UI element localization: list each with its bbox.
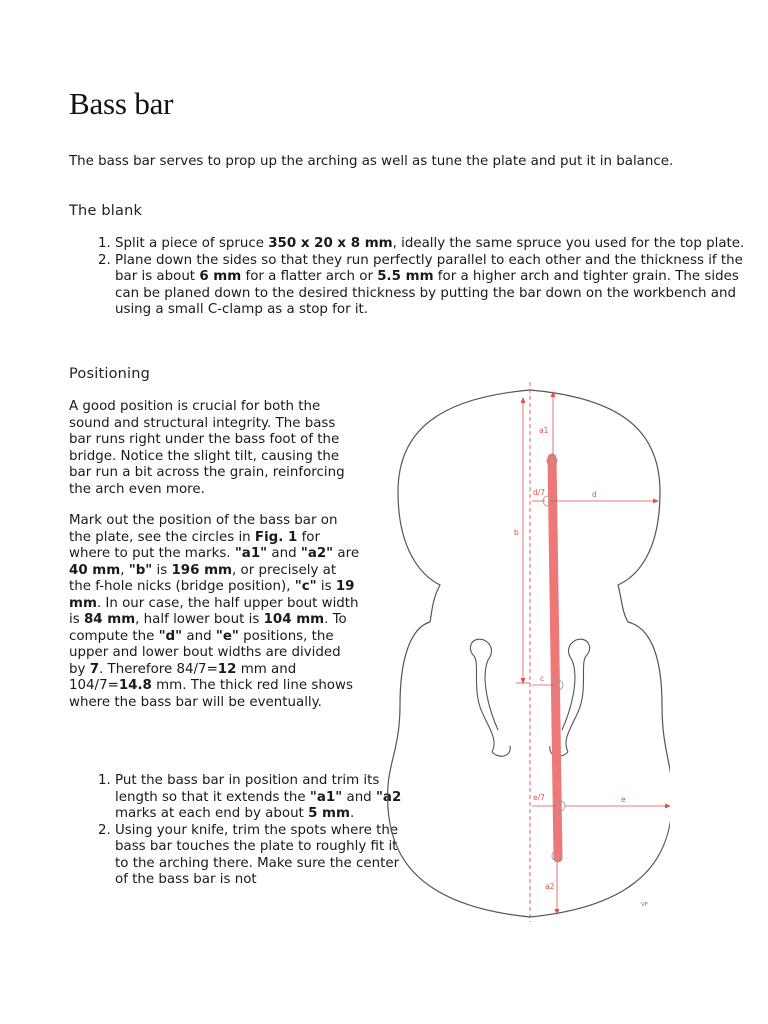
label-e7: e/7 (533, 793, 545, 802)
heading-positioning: Positioning (69, 366, 151, 382)
label-d7: d/7 (533, 488, 546, 497)
arrow-e-right (665, 804, 670, 809)
label-b: b (514, 528, 519, 537)
heading-the-blank: The blank (69, 203, 143, 219)
blank-step-2: 2. Plane down the sides so that they run perfectly parallel to each other and the thickness if the bar is about 6 mm for a flatter arch or 5.5 mm for a higher arch and tighter grain. The sides can be planed down to the desired thickness by putting the bar down on the workbench and using a small C-clamp as a stop for it. (115, 253, 765, 319)
bass-bar (552, 458, 558, 858)
label-signature: VF (641, 902, 648, 908)
label-e: e (621, 795, 626, 804)
f-hole-right-inner (562, 660, 575, 730)
positioning-steps-list (69, 773, 411, 889)
blank-step-1: 1. Split a piece of spruce 350 x 20 x 8 mm, ideally the same spruce you used for the top plate. (115, 236, 765, 253)
intro-paragraph: The bass bar serves to prop up the arching as well as tune the plate and put it in balance. (69, 154, 674, 169)
positioning-paragraph-1: A good position is crucial for both the sound and structural integrity. The bass bar runs right under the bass foot of the bridge. Notice the slight tilt, causing the bar run a bit across the grain, reinforcing the arch even more. (69, 399, 345, 497)
violin-outline (388, 390, 670, 917)
f-hole-left (470, 639, 510, 756)
label-a1: a1 (539, 426, 549, 435)
positioning-paragraph-2: Mark out the position of the bass bar on the plate, see the circles in Fig. 1 for where to put the marks. "a1" and "a2" are 40 mm, "b" is 196 mm, or precisely at the f-hole nicks (bridge position), "c" is 19 mm. In our case, the half upper bout width is 84 mm, half lower bout is 104 mm. To compute the "d" and "e" positions, the upper and lower bout widths are divided by 7. Therefore 84/7=12 mm and 104/7=14.8 mm. The thick red line shows where the bass bar will be eventually. (69, 513, 360, 710)
label-d: d (592, 490, 597, 499)
arrow-d-right (653, 499, 659, 504)
page-title: Bass bar (69, 86, 174, 121)
positioning-step-2: 2. Using your knife, trim the spots where the bass bar touches the plate to roughly fit it to the arching there. Make sure the center of the bass bar is not (115, 823, 411, 889)
positioning-step-1: 1. Put the bass bar in position and trim its length so that it extends the "a1" and "a2 marks at each end by about 5 mm. (115, 773, 411, 823)
arrow-b-top (521, 397, 526, 403)
label-a2: a2 (545, 882, 555, 891)
blank-steps-list (69, 236, 765, 319)
label-c: c (540, 674, 545, 683)
violin-plate-diagram (380, 380, 670, 925)
f-hole-left-inner (485, 660, 498, 730)
